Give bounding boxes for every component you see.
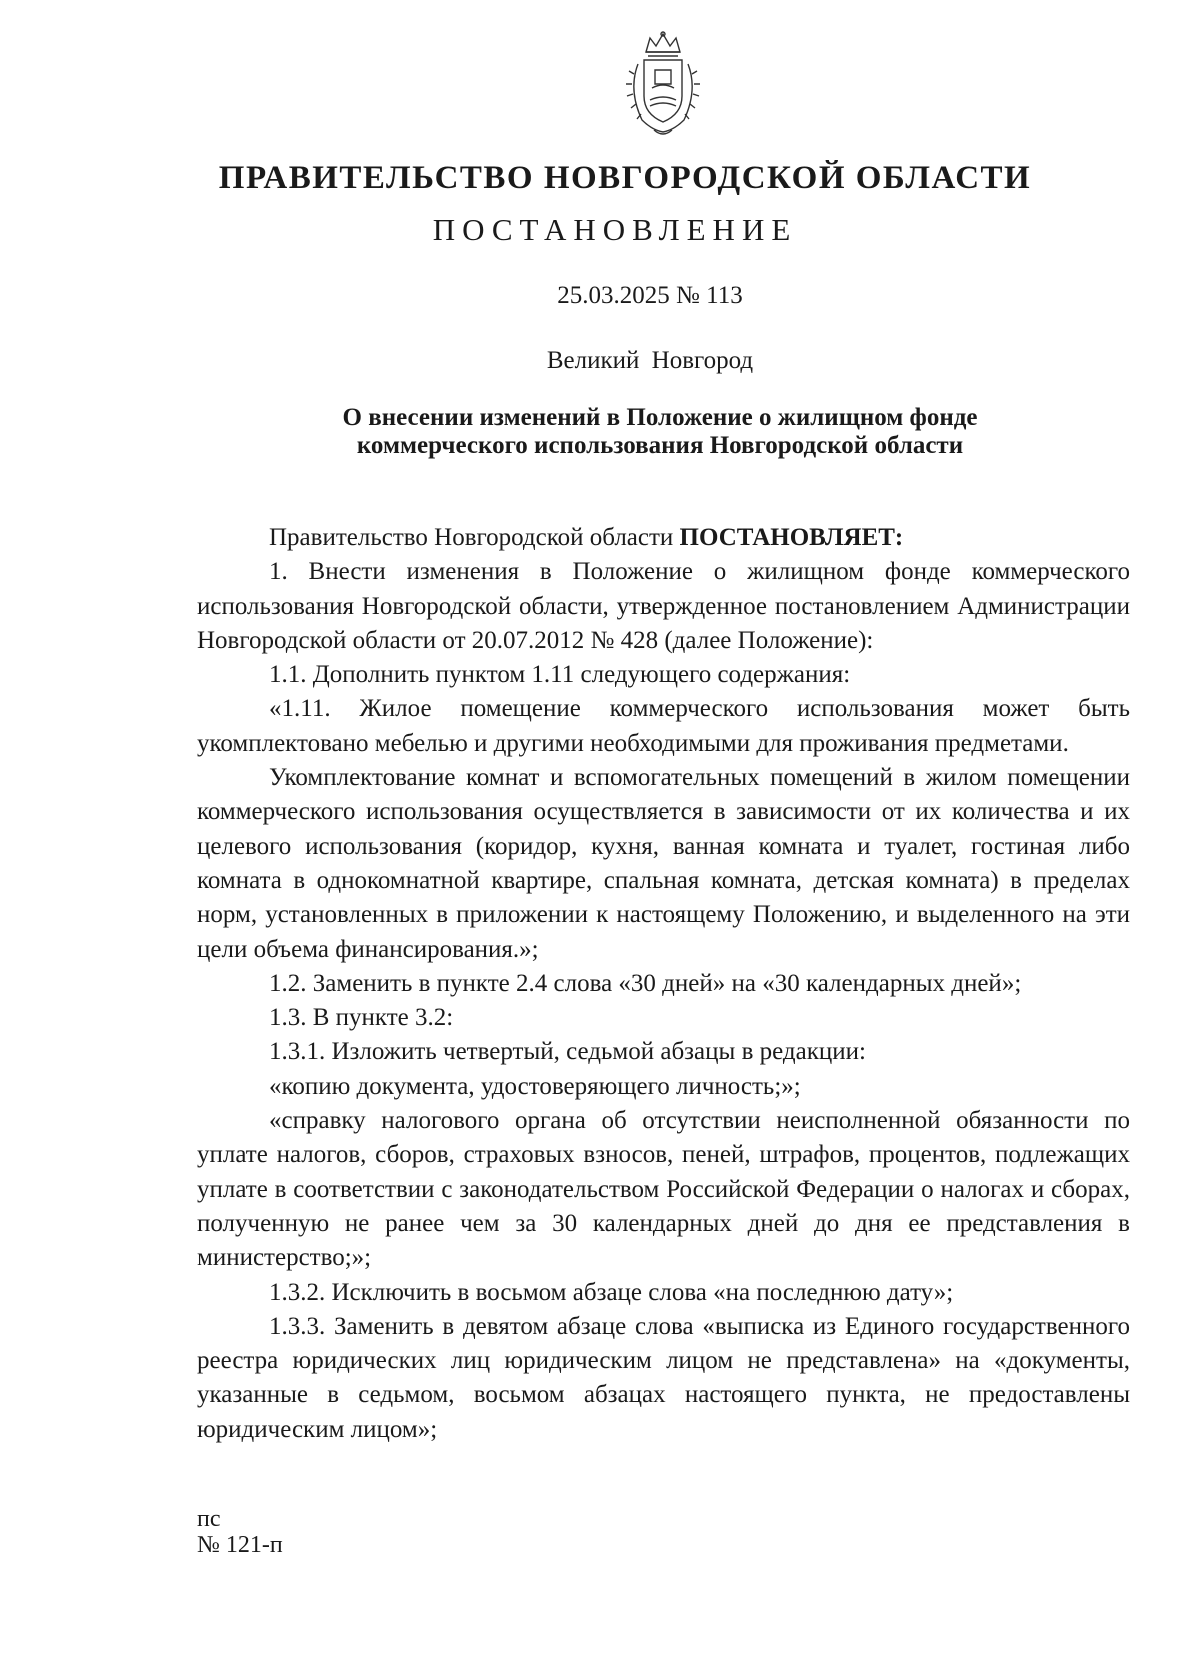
body-paragraph: 1.3. В пункте 3.2: (269, 1004, 454, 1032)
body-paragraph: 1.1. Дополнить пунктом 1.11 следующего содержания: (269, 661, 851, 689)
body-paragraph: 1.2. Заменить в пункте 2.4 слова «30 дней» на «30 календарных дней»; (269, 969, 1022, 997)
document-type: ПОСТАНОВЛЕНИЕ (432, 212, 798, 247)
document-date-number: 25.03.2025 № 113 (557, 282, 743, 309)
organization-title: ПРАВИТЕЛЬСТВО НОВГОРОДСКОЙ ОБЛАСТИ (218, 160, 1032, 196)
preamble-text: Правительство Новгородской области (269, 524, 680, 551)
document-footer (197, 1506, 283, 1558)
document-city: Великий Новгород (546, 347, 754, 374)
body-paragraph: 1.3.3. Заменить в девятом абзаце слова «выписка из Единого государственного реестра юридических лиц юридическим лицом не представлена» на «документы, указанные в седьмом, восьмом абзацах настоящего пункта, не предоставлены юридическим лицом»; (197, 1312, 1130, 1443)
body-paragraph: 1.3.2. Исключить в восьмом абзаце слова «на последнюю дату»; (269, 1278, 954, 1306)
body-paragraph: 1.3.1. Изложить четвертый, седьмой абзацы в редакции: (269, 1038, 866, 1066)
decree-word: ПОСТАНОВЛЯЕТ: (679, 524, 904, 551)
body-paragraph: «копию документа, удостоверяющего личность;»; (269, 1072, 801, 1100)
document-subject (280, 404, 1040, 460)
novgorod-coat-of-arms-icon (622, 30, 704, 140)
footer-number: № 121-п (197, 1532, 283, 1558)
preamble-paragraph (197, 521, 1130, 555)
footer-code: пс (197, 1506, 221, 1532)
body-paragraph: 1. Внести изменения в Положение о жилищном фонде коммерческого использования Новгородской области, утвержденное постановлением Администрации Новгородской области от 20.07.2012 № 428 (далее Положение): (197, 558, 1130, 654)
subject-line-1: О внесении изменений в Положение о жилищном фонде (342, 404, 978, 431)
subject-line-2: коммерческого использования Новгородской области (356, 432, 964, 459)
body-paragraph: «справку налогового органа об отсутствии неисполненной обязанности по уплате налогов, сборов, страховых взносов, пеней, штрафов, процентов, подлежащих уплате в соответствии с законодательством Российской Федерации о налогах и сборах, полученную не ранее чем за 30 календарных дней до дня ее представления в министерство;»; (197, 1107, 1130, 1272)
document-body (197, 521, 1130, 1447)
body-paragraph: Укомплектование комнат и вспомогательных помещений в жилом помещении коммерческого использования осуществляется в зависимости от их количества и их целевого использования (коридор, кухня, ванная комната и туалет, гостиная либо комната в однокомнатной квартире, спальная комната, детская комната) в пределах норм, установленных в приложении к настоящему Положению, и выделенного на эти цели объема финансирования.»; (197, 764, 1130, 963)
body-paragraph: «1.11. Жилое помещение коммерческого использования может быть укомплектовано мебелью и другими необходимыми для проживания предметами. (197, 695, 1130, 757)
